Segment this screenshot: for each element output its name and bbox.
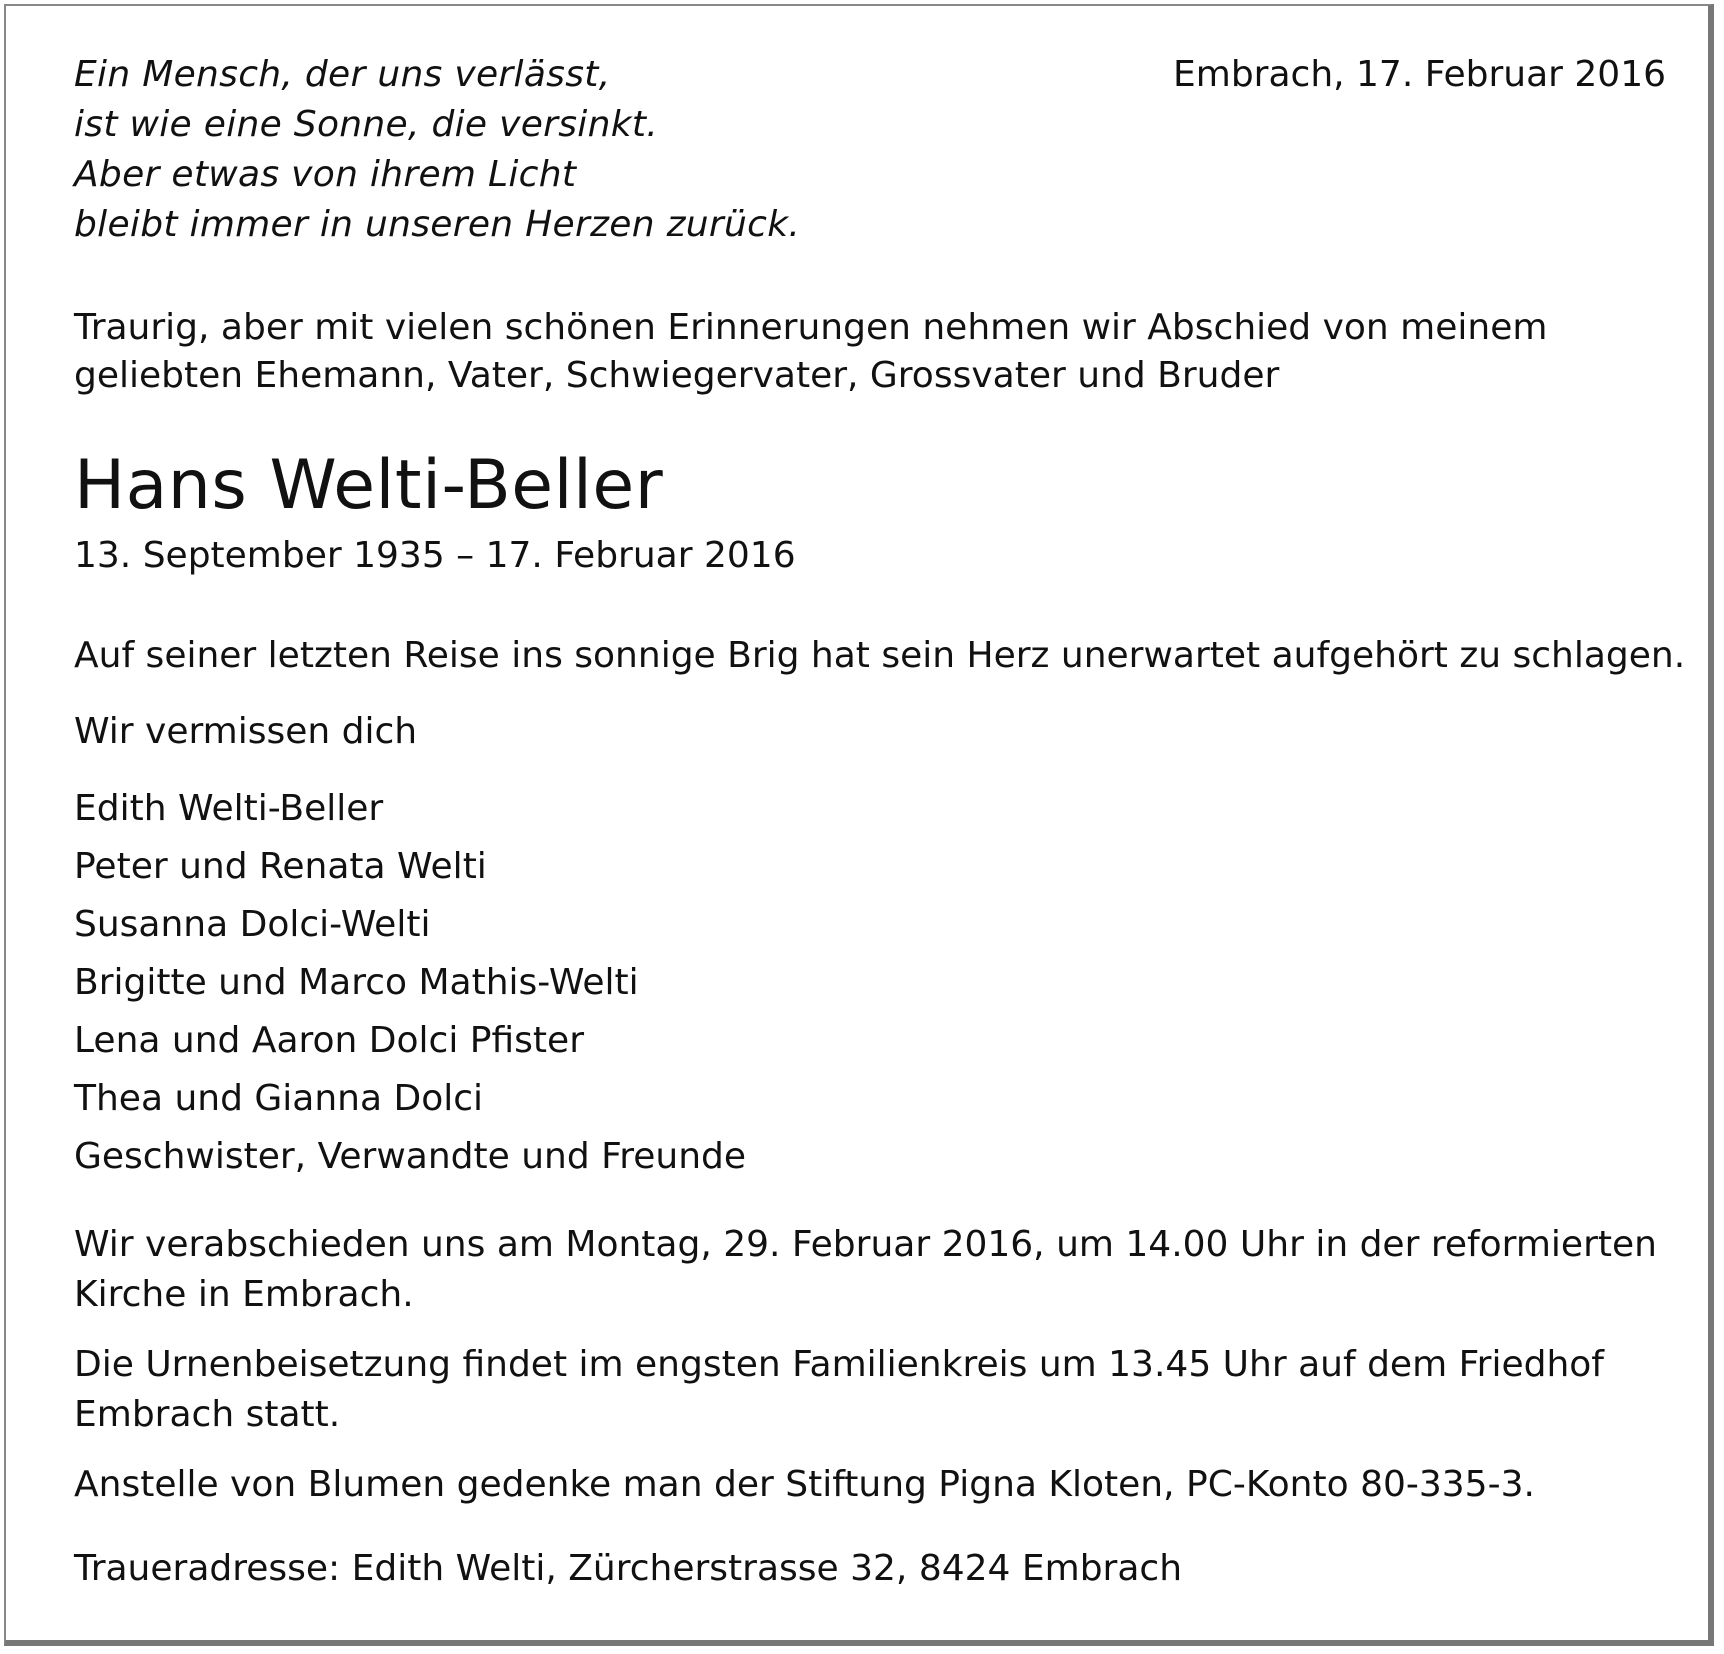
place-date: Embrach, 17. Februar 2016 <box>1173 54 1666 95</box>
memorial-poem <box>74 50 800 250</box>
mourner-item: Thea und Gianna Dolci <box>74 1078 484 1119</box>
miss-message: Wir vermissen dich <box>74 711 418 752</box>
poem-line: bleibt immer in unseren Herzen zurück. <box>74 204 801 245</box>
intro-text: Traurig, aber mit vielen schönen Erinnerungen nehmen wir Abschied von meinem geliebten Ehemann, Vater, Schwiegervater, Grossvater und Bruder <box>74 307 1548 396</box>
obituary-content <box>74 50 1686 1594</box>
mourner-item: Edith Welti-Beller <box>74 788 384 829</box>
poem-line: Aber etwas von ihrem Licht <box>74 154 577 195</box>
deceased-name: Hans Welti-Beller <box>74 446 664 525</box>
life-dates: 13. September 1935 – 17. Februar 2016 <box>74 535 796 576</box>
header-row <box>74 50 1666 250</box>
obituary-frame <box>4 4 1714 1646</box>
donation-note: Anstelle von Blumen gedenke man der Stiftung Pigna Kloten, PC-Konto 80-335-3. <box>74 1464 1535 1505</box>
mourning-address: Traueradresse: Edith Welti, Zürcherstrasse 32, 8424 Embrach <box>74 1548 1183 1589</box>
mourner-item: Peter und Renata Welti <box>74 846 487 887</box>
mourners-list <box>74 780 1666 1186</box>
journey-message: Auf seiner letzten Reise ins sonnige Brig hat sein Herz unerwartet aufgehört zu schlagen. <box>74 635 1686 676</box>
poem-line: Ein Mensch, der uns verlässt, <box>74 54 611 95</box>
mourner-item: Geschwister, Verwandte und Freunde <box>74 1136 747 1177</box>
mourner-item: Lena und Aaron Dolci Pfister <box>74 1020 584 1061</box>
poem-line: ist wie eine Sonne, die versinkt. <box>74 104 659 145</box>
mourner-item: Susanna Dolci-Welti <box>74 904 431 945</box>
service-details: Wir verabschieden uns am Montag, 29. Februar 2016, um 14.00 Uhr in der reformierten Kirche in Embrach. <box>74 1224 1657 1315</box>
urn-burial-details: Die Urnenbeisetzung findet im engsten Familienkreis um 13.45 Uhr auf dem Friedhof Embrach statt. <box>74 1344 1604 1435</box>
mourner-item: Brigitte und Marco Mathis-Welti <box>74 962 639 1003</box>
